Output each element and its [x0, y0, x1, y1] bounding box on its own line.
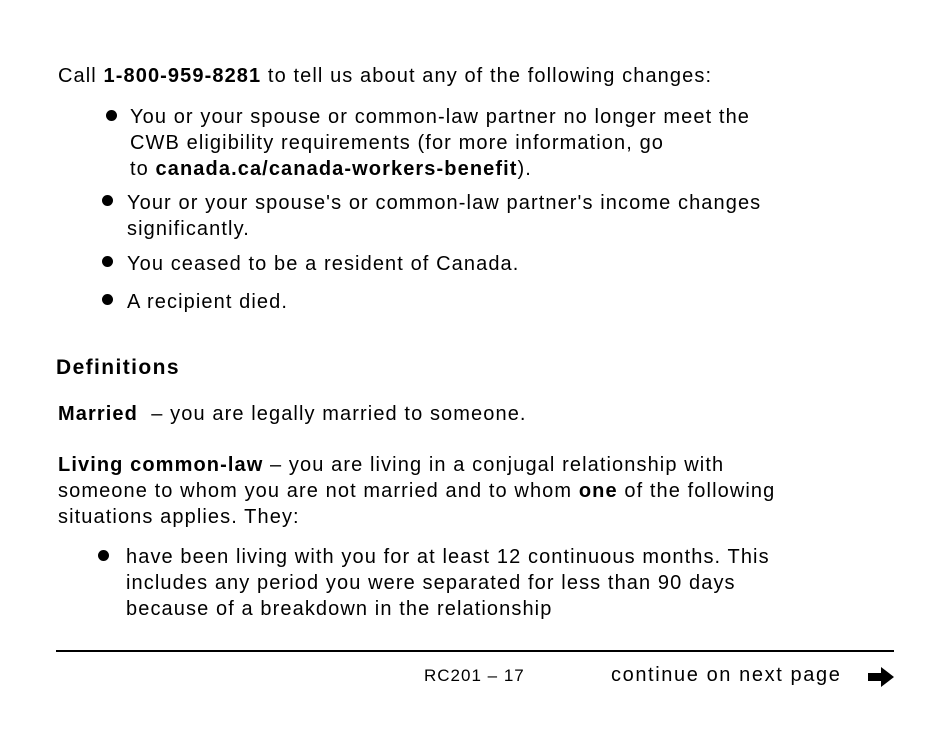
change-item-1-line-2: CWB eligibility requirements (for more information, go: [130, 132, 665, 154]
common-law-definition-line-2: [58, 478, 775, 504]
continue-next-page-link[interactable]: continue on next page: [611, 664, 842, 686]
situation-item-1-line-1: have been living with you for at least 12 continuous months. This: [126, 546, 770, 568]
intro-prefix: Call: [58, 65, 104, 87]
common-law-line-2-prefix: someone to whom you are not married and to whom: [58, 480, 579, 502]
situation-item-1-line-3: because of a breakdown in the relationship: [126, 598, 553, 620]
phone-number: 1-800-959-8281: [103, 65, 262, 87]
common-law-emphasis: one: [578, 480, 618, 502]
footer-divider: [56, 650, 894, 652]
common-law-text: – you are living in a conjugal relationship with: [263, 454, 725, 476]
married-term: Married: [58, 403, 138, 425]
change-item-1-suffix: ).: [517, 158, 532, 180]
change-item-2-line-2: significantly.: [127, 218, 250, 240]
common-law-term: Living common-law: [58, 454, 264, 476]
change-item-2-line-1: Your or your spouse's or common-law partner's income changes: [127, 192, 762, 214]
intro-suffix: to tell us about any of the following changes:: [261, 65, 713, 87]
definitions-heading: Definitions: [56, 356, 180, 379]
change-item-1-prefix: to: [130, 158, 156, 180]
page-number: RC201 – 17: [424, 666, 525, 685]
cwb-link[interactable]: canada.ca/canada-workers-benefit: [155, 158, 518, 180]
change-item-4-line-1: A recipient died.: [127, 291, 289, 313]
common-law-definition-line-3: situations applies. They:: [58, 506, 300, 528]
change-item-1-line-3: [130, 156, 532, 182]
bullet-icon: [102, 294, 113, 305]
change-item-1-line-1: You or your spouse or common-law partner no longer meet the: [130, 106, 751, 128]
married-definition: [58, 401, 527, 427]
married-text: – you are legally married to someone.: [137, 403, 527, 425]
bullet-icon: [102, 256, 113, 267]
bullet-icon: [106, 110, 117, 121]
change-item-3-line-1: You ceased to be a resident of Canada.: [127, 253, 520, 275]
common-law-definition-line-1: [58, 452, 724, 478]
situation-item-1-line-2: includes any period you were separated for less than 90 days: [126, 572, 736, 594]
arrow-right-icon[interactable]: [866, 665, 896, 689]
common-law-line-2-suffix: of the following: [617, 480, 776, 502]
intro-line: [58, 63, 712, 89]
bullet-icon: [102, 195, 113, 206]
bullet-icon: [98, 550, 109, 561]
